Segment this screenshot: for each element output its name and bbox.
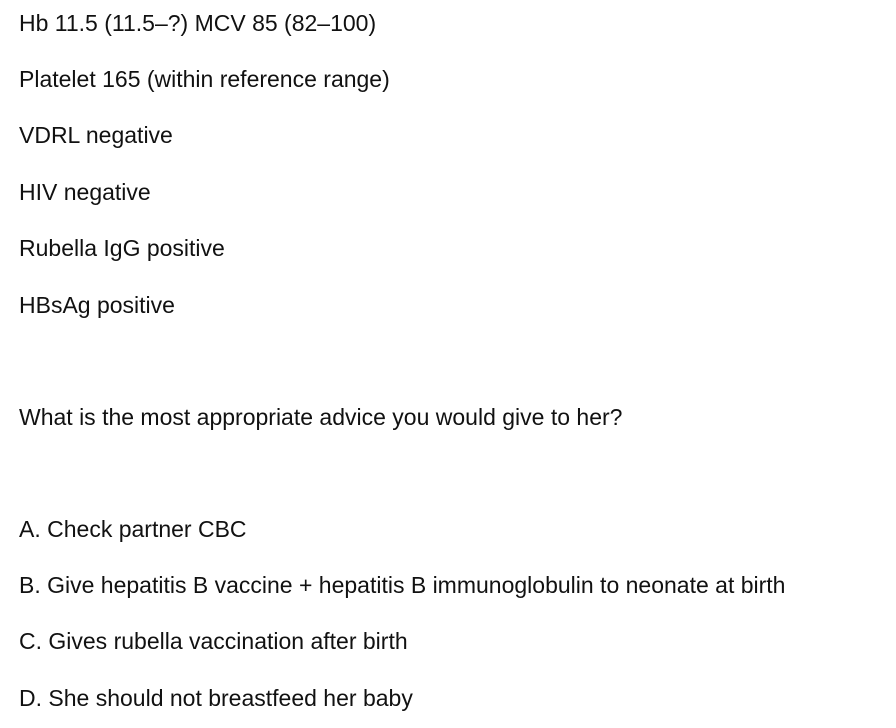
answer-option-a: A. Check partner CBC: [19, 516, 247, 542]
lab-result-hb-mcv: Hb 11.5 (11.5–?) MCV 85 (82–100): [19, 10, 377, 36]
lab-result-platelet: Platelet 165 (within reference range): [19, 66, 390, 92]
answer-option-d: D. She should not breastfeed her baby: [19, 685, 413, 711]
lab-result-hiv: HIV negative: [19, 179, 151, 205]
answer-option-c: C. Gives rubella vaccination after birth: [19, 628, 408, 654]
question-text: What is the most appropriate advice you would give to her?: [19, 404, 623, 430]
lab-result-rubella: Rubella IgG positive: [19, 235, 225, 261]
lab-result-hbsag: HBsAg positive: [19, 292, 175, 318]
answer-option-b: B. Give hepatitis B vaccine + hepatitis B immunoglobulin to neonate at birth: [19, 572, 786, 598]
lab-result-vdrl: VDRL negative: [19, 122, 173, 148]
